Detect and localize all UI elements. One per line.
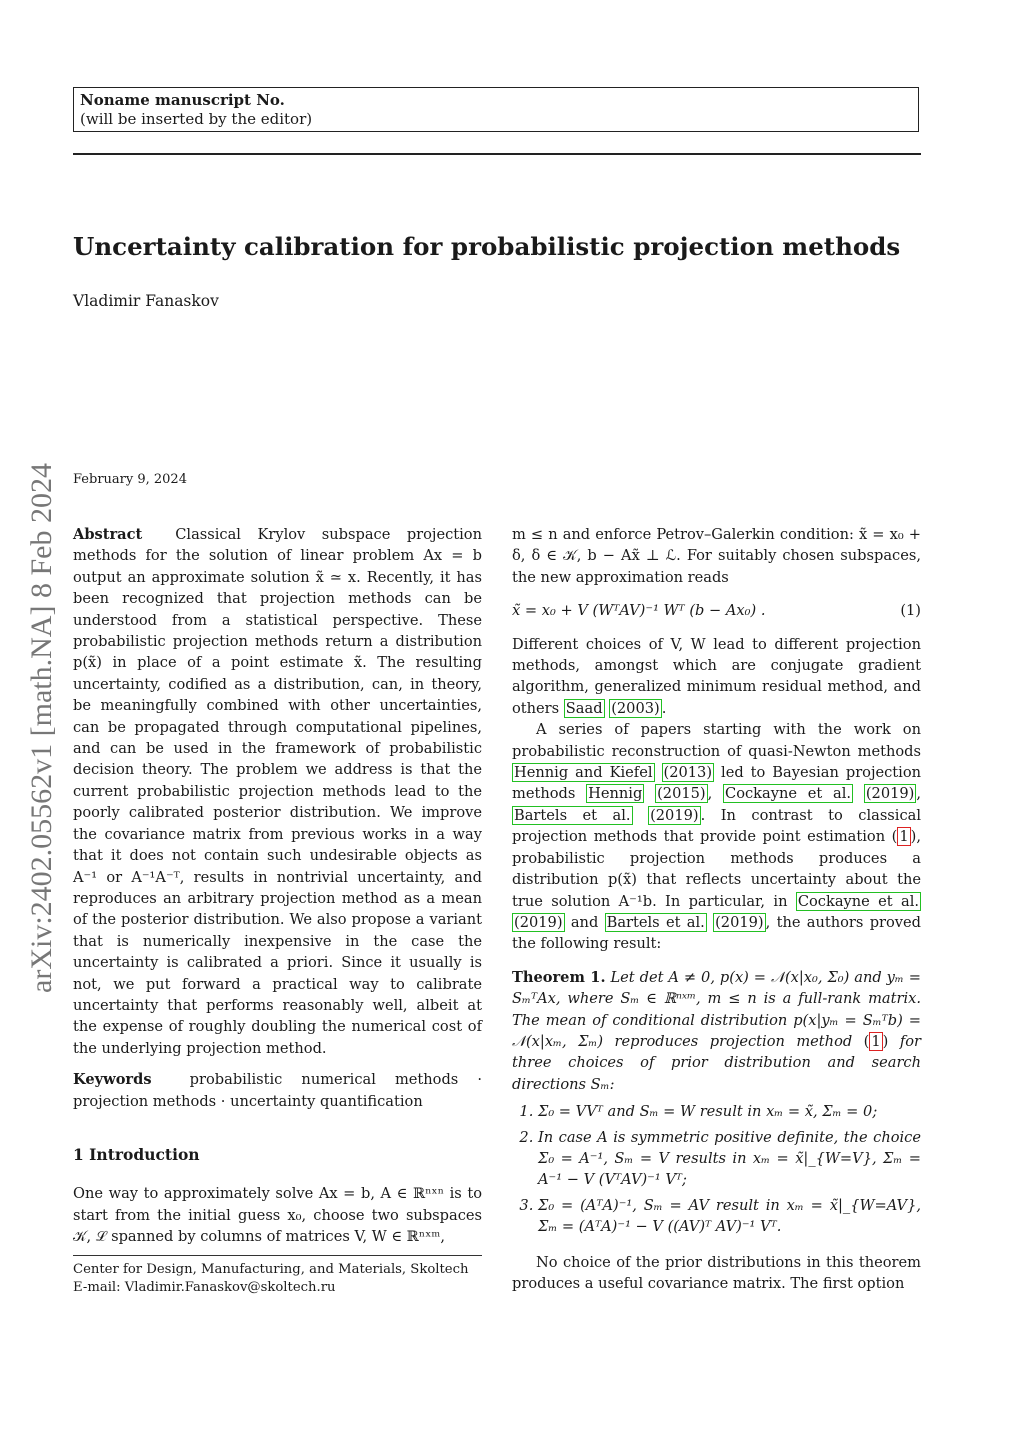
footnote — [73, 1261, 493, 1296]
theorem-cases-list — [512, 1101, 921, 1237]
manuscript-header-box — [73, 87, 919, 132]
citation-link[interactable]: Hennig — [588, 785, 643, 803]
abstract-label: Abstract — [73, 526, 143, 543]
keywords-text: probabilistic numerical methods · projection methods · uncertainty quantification — [73, 1071, 482, 1110]
paragraph-projection-choices: Different choices of V, W lead to different projection methods, amongst which are conjugate gradient algorithm, generalized minimum residual method, and others Saad (2003) . — [512, 635, 921, 717]
equation-reference-link[interactable]: 1 — [899, 828, 909, 846]
list-item: 3. Σ₀ = (AᵀA)⁻¹, Sₘ = AV result in xₘ = x̃|_{W=AV}, Σₘ = (AᵀA)⁻¹ − V ((AV)ᵀ AV)⁻¹ Vᵀ. — [538, 1195, 921, 1238]
keywords-label: Keywords — [73, 1071, 152, 1089]
paragraph-bayesian-methods: A series of papers starting with the work on probabilistic reconstruction of quasi-Newton methods Hennig and Kiefel (2013) led to Bayesian projection methods Hennig (2015) , Cockayne et al. (2019) , Bartels et al. (2019) . In contrast to classical projection methods that provide point estimation ( 1 ), probabilistic projection methods produces a distribution p(x̃) that reflects uncertainty about the true solution A⁻¹b. In particular, in Cockayne et al. (2019) and Bartels et al. (2019) , the authors proved the following result: — [512, 721, 922, 953]
section-heading-introduction: 1 Introduction — [73, 1144, 200, 1164]
equation-reference-link[interactable]: 1 — [871, 1032, 881, 1050]
theorem-text: Let det A ≠ 0, p(x) = 𝒩(x|x₀, Σ₀) and yₘ = SₘᵀAx, where Sₘ ∈ ℝⁿˣᵐ, m ≤ n is a full-rank matrix. The mean of conditional distribution p(x|yₘ = Sₘᵀb) = 𝒩(x|xₘ, Σₘ) reproduces projection method — [512, 968, 921, 1050]
footnote-rule — [73, 1255, 482, 1256]
citation-link[interactable]: Saad — [565, 699, 603, 717]
editor-note-line: (will be inserted by the editor) — [80, 110, 313, 128]
citation-link[interactable]: (2003) — [611, 699, 660, 717]
citation-link[interactable]: (2019) — [715, 913, 764, 931]
keywords — [73, 1069, 482, 1112]
paragraph-text: In contrast to classical projection methods that provide point estimation — [512, 806, 922, 846]
paragraph-text: probabilistic projection methods produces a distribution p(x̃) that reflects uncertainty about the true solution A⁻¹b. In particular, in — [512, 849, 921, 910]
paragraph-text: led to Bayesian projection methods — [512, 764, 922, 803]
intro-paragraph-continued: m ≤ n and enforce Petrov–Galerkin condition: x̃ = x₀ + δ, δ ∈ 𝒦, b − Ax̃ ⊥ ℒ. For suitably chosen subspaces, the new approximation reads — [512, 526, 921, 586]
equation-1-number: (1) — [900, 602, 921, 620]
footnote-email[interactable]: E-mail: Vladimir.Fanaskov@skoltech.ru — [73, 1279, 336, 1295]
citation-link[interactable]: (2013) — [663, 764, 713, 782]
author-name: Vladimir Fanaskov — [73, 292, 219, 310]
citation-link[interactable]: Cockayne et al. — [797, 892, 919, 910]
list-item: 1. Σ₀ = VVᵀ and Sₘ = W result in xₘ = x̃, Σₘ = 0; — [538, 1101, 921, 1122]
list-item: 2. In case A is symmetric positive definite, the choice Σ₀ = A⁻¹, Sₘ = V results in xₘ = x̃|_{W=V}, Σₘ = A⁻¹ − V (VᵀAV)⁻¹ Vᵀ; — [538, 1127, 921, 1191]
citation-link[interactable]: Hennig and Kiefel — [514, 764, 653, 782]
paragraph-text: and — [570, 913, 599, 931]
footnote-affiliation: Center for Design, Manufacturing, and Materials, Skoltech — [73, 1262, 469, 1277]
theorem-text-continued: for three choices of prior distribution and search directions Sₘ: — [512, 1032, 921, 1093]
right-column — [512, 524, 921, 1294]
manuscript-number-line: Noname manuscript No. — [80, 91, 285, 109]
paragraph-text: Different choices of V, W lead to different projection methods, amongst which are conjugate gradient algorithm, generalized minimum residual method, and others — [512, 635, 921, 717]
equation-1 — [512, 600, 921, 621]
header-rule — [73, 153, 921, 155]
citation-link[interactable]: (2019) — [650, 806, 699, 824]
paragraph-covariance: No choice of the prior distributions in this theorem produces a useful covariance matrix. The first option — [512, 1253, 921, 1292]
theorem-label: Theorem 1. — [512, 968, 606, 986]
paragraph-text: A series of papers starting with the work on probabilistic reconstruction of quasi-Newton methods — [512, 721, 921, 760]
citation-link[interactable]: Cockayne et al. — [725, 785, 852, 803]
citation-link[interactable]: (2019) — [514, 913, 563, 931]
arxiv-sidebar — [20, 433, 64, 1023]
equation-1-body: x̃ = x₀ + V (WᵀAV)⁻¹ Wᵀ (b − Ax₀) . — [512, 602, 766, 620]
paper-title: Uncertainty calibration for probabilistic projection methods — [73, 232, 901, 261]
paragraph-text: the authors proved the following result: — [512, 913, 922, 953]
citation-link[interactable]: Bartels et al. — [514, 806, 631, 824]
citation-link[interactable]: (2019) — [865, 785, 915, 803]
intro-paragraph: One way to approximately solve Ax = b, A ∈ ℝⁿˣⁿ is to start from the initial guess x₀, choose two subspaces 𝒦, ℒ spanned by columns of matrices V, W ∈ ℝⁿˣᵐ, — [73, 1185, 482, 1246]
citation-link[interactable]: Bartels et al. — [606, 913, 705, 931]
citation-link[interactable]: (2015) — [657, 785, 706, 803]
paper-date: February 9, 2024 — [73, 472, 187, 487]
left-column — [73, 524, 482, 1248]
theorem-1: Theorem 1. Let det A ≠ 0, p(x) = 𝒩(x|x₀, Σ₀) and yₘ = SₘᵀAx, where Sₘ ∈ ℝⁿˣᵐ, m ≤ n is a full-rank matrix. The mean of conditional distribution p(x|yₘ = Sₘᵀb) = 𝒩(x|xₘ, Σₘ) reproduces projection method ( 1 ) for three choices of prior distribution and search directions Sₘ: 1. Σ₀ = VVᵀ and Sₘ = W result in xₘ = x̃, Σₘ = 0; 2. In case A is symmetric positive definite, the choice Σ₀ = A⁻¹, Sₘ = V results in xₘ = x̃|_{W=V}, Σₘ = A⁻¹ − V (VᵀAV)⁻¹ Vᵀ; 3. Σ₀ = (AᵀA)⁻¹, Sₘ = AV result in xₘ = x̃|_{W=AV}, Σₘ = (AᵀA)⁻¹ − V ((AV)ᵀ AV)⁻¹ Vᵀ. — [512, 967, 921, 1238]
arxiv-stamp: arXiv:2402.05562v1 [math.NA] 8 Feb 2024 — [25, 463, 58, 993]
abstract — [73, 524, 482, 1059]
abstract-text: Classical Krylov subspace projection methods for the solution of linear problem Ax = b output an approximate solution x̃ ≃ x. Recently, it has been recognized that projection methods can be understood from a statistical perspective. These probabilistic projection methods return a distribution p(x̃) in place of a point estimate x̃. The resulting uncertainty, codified as a distribution, can, in theory, be meaningfully combined with other uncertainties, can be propagated through computational pipelines, and can be used in the framework of probabilistic decision theory. The problem we address is that the current probabilistic projection methods lead to the poorly calibrated posterior distribution. We improve the covariance matrix from previous works in a way that it does not contain such undesirable objects as A⁻¹ or A⁻¹A⁻ᵀ, results in nontrivial uncertainty, and reproduces an arbitrary projection method as a mean of the posterior distribution. We also propose a variant that is numerically inexpensive in the case the uncertainty is calibrated a priori. Since it usually is not, we put forward a practical way to calibrate uncertainty that performs reasonably well, albeit at the expense of roughly doubling the numerical cost of the underlying projection method. — [73, 526, 482, 1057]
